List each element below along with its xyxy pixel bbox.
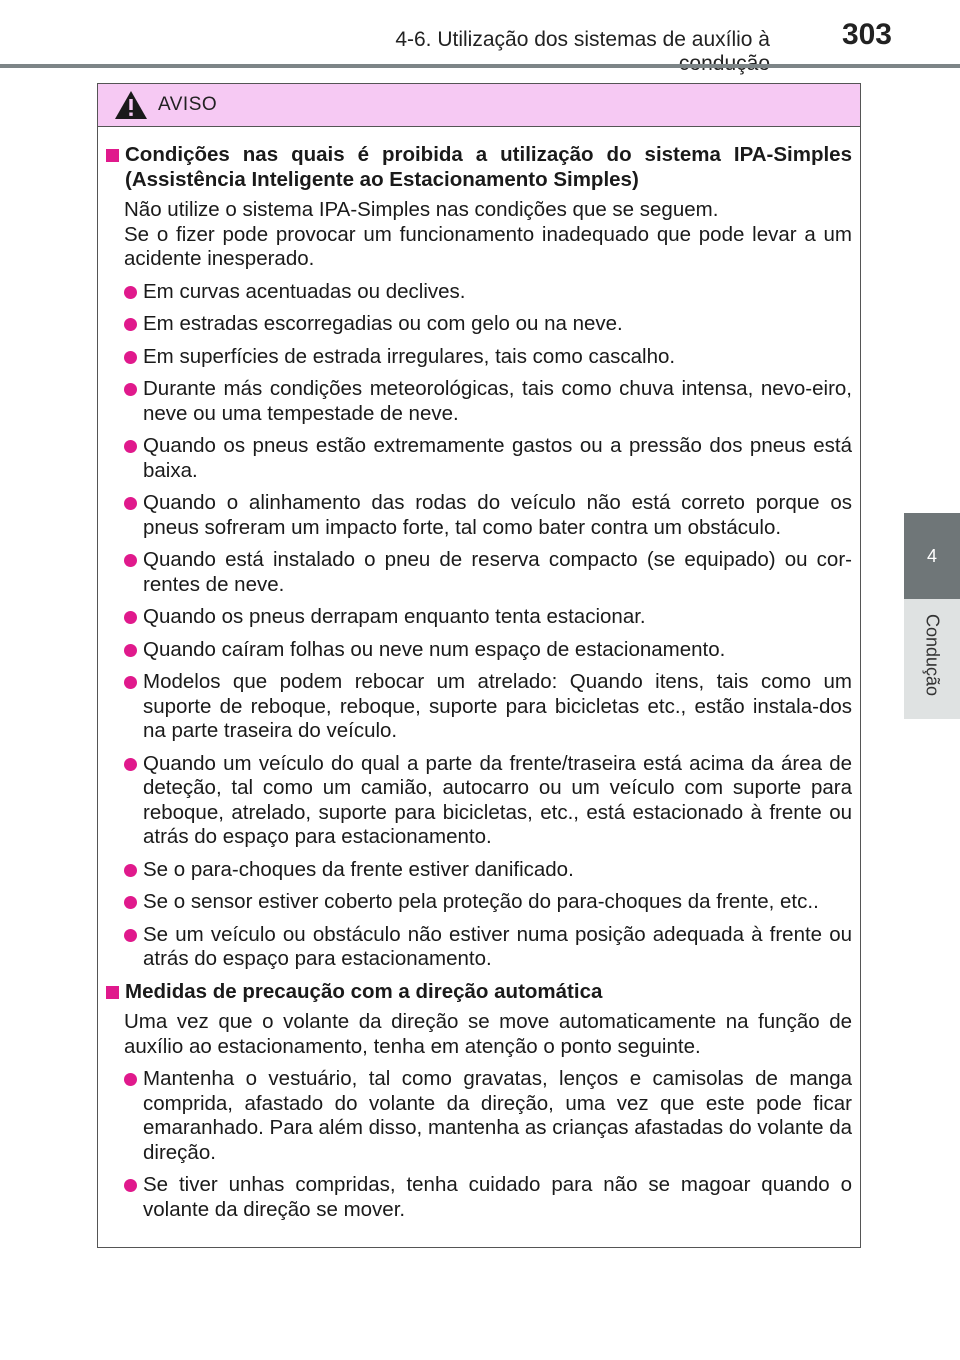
list-item — [124, 377, 852, 426]
round-bullet-icon — [124, 286, 137, 299]
round-bullet-icon — [124, 497, 137, 510]
list-item — [124, 670, 852, 744]
list-item — [124, 491, 852, 540]
list-item-text: Quando está instalado o pneu de reserva compacto (se equipado) ou cor-rentes de neve. — [143, 548, 852, 596]
list-item-text: Quando um veículo do qual a parte da frente/traseira está acima da área de deteção, tal como um camião, autocarro ou um veículo com suporte para reboque, atrelado, suporte para bicicletas, etc., está estacionado à frente ou atrás do espaço para estacionamento. — [143, 751, 852, 848]
list-item — [124, 1173, 852, 1222]
bullet-list — [106, 280, 852, 972]
list-item — [124, 858, 852, 883]
warning-header — [98, 84, 860, 127]
list-item-text: Quando caíram folhas ou neve num espaço de estacionamento. — [143, 637, 726, 661]
list-item — [124, 434, 852, 483]
round-bullet-icon — [124, 1179, 137, 1192]
list-item-text: Se o para-choques da frente estiver danificado. — [143, 857, 574, 881]
square-bullet-icon — [106, 149, 119, 162]
round-bullet-icon — [124, 676, 137, 689]
section-intro: Não utilize o sistema IPA-Simples nas condições que se seguem. Se o fizer pode provocar um funcionamento inadequado que pode levar a um acidente inesperado. — [124, 198, 852, 270]
section-heading: Condições nas quais é proibida a utilização do sistema IPA-Simples (Assistência Inteligente ao Estacionamento Simples) — [106, 143, 852, 192]
round-bullet-icon — [124, 611, 137, 624]
header-rule — [0, 64, 960, 68]
list-item-text: Em superfícies de estrada irregulares, tais como cascalho. — [143, 344, 676, 368]
chapter-number: 4 — [926, 545, 937, 566]
round-bullet-icon — [124, 929, 137, 942]
round-bullet-icon — [124, 383, 137, 396]
warning-triangle-icon — [114, 90, 148, 120]
round-bullet-icon — [124, 758, 137, 771]
round-bullet-icon — [124, 318, 137, 331]
list-item — [124, 923, 852, 972]
list-item-text: Quando os pneus estão extremamente gastos ou a pressão dos pneus está baixa. — [143, 434, 852, 482]
square-bullet-icon — [106, 986, 119, 999]
section-heading: Medidas de precaução com a direção automática — [106, 980, 852, 1005]
round-bullet-icon — [124, 351, 137, 364]
list-item — [124, 605, 852, 630]
list-item — [124, 1067, 852, 1165]
list-item — [124, 345, 852, 370]
warning-box — [97, 83, 861, 1248]
chapter-tab[interactable] — [904, 513, 960, 599]
list-item-text: Se o sensor estiver coberto pela proteção do para-choques da frente, etc.. — [143, 890, 819, 913]
list-item-text: Quando o alinhamento das rodas do veículo não está correto porque os pneus sofreram um impacto forte, tal como bater contra um obstáculo. — [143, 491, 852, 539]
list-item-text: Se um veículo ou obstáculo não estiver numa posição adequada à frente ou atrás do espaço para estacionamento. — [143, 922, 852, 970]
list-item — [124, 890, 852, 915]
list-item — [124, 280, 852, 305]
list-item — [124, 638, 852, 663]
warning-label: AVISO — [158, 94, 218, 115]
list-item-text: Quando os pneus derrapam enquanto tenta estacionar. — [143, 605, 646, 628]
list-item-text: Em estradas escorregadias ou com gelo ou na neve. — [143, 312, 623, 335]
section-intro: Uma vez que o volante da direção se move automaticamente na função de auxílio ao estacionamento, tenha em atenção o ponto seguinte. — [124, 1010, 852, 1058]
section-title: 4-6. Utilização dos sistemas de auxílio à — [395, 28, 770, 51]
round-bullet-icon — [124, 440, 137, 453]
list-item-text: Em curvas acentuadas ou declives. — [143, 279, 466, 303]
list-item — [124, 312, 852, 337]
list-item-text: Se tiver unhas compridas, tenha cuidado para não se magoar quando o volante da direção se mover. — [143, 1173, 852, 1221]
list-item-text: Mantenha o vestuário, tal como gravatas, lenços e camisolas de manga comprida, afastado do volante da direção, uma vez que este pode ficar emaranhado. Para além disso, mantenha as crianças afastadas do volante da direção. — [143, 1067, 852, 1164]
list-item — [124, 548, 852, 597]
round-bullet-icon — [124, 896, 137, 909]
bullet-list — [106, 1067, 852, 1222]
list-item-text: Durante más condições meteorológicas, tais como chuva intensa, nevo-eiro, neve ou uma tempestade de neve. — [143, 377, 852, 425]
page-number: 303 — [841, 18, 892, 51]
round-bullet-icon — [124, 644, 137, 657]
warning-content — [98, 127, 860, 1222]
chapter-label: Condução — [922, 613, 943, 697]
round-bullet-icon — [124, 1073, 137, 1086]
list-item-text: Modelos que podem rebocar um atrelado: Quando itens, tais como um suporte de reboque, reboque, suporte para bicicletas etc., estão instala-dos na parte traseira do veículo. — [143, 670, 852, 742]
list-item — [124, 752, 852, 850]
round-bullet-icon — [124, 864, 137, 877]
round-bullet-icon — [124, 554, 137, 567]
